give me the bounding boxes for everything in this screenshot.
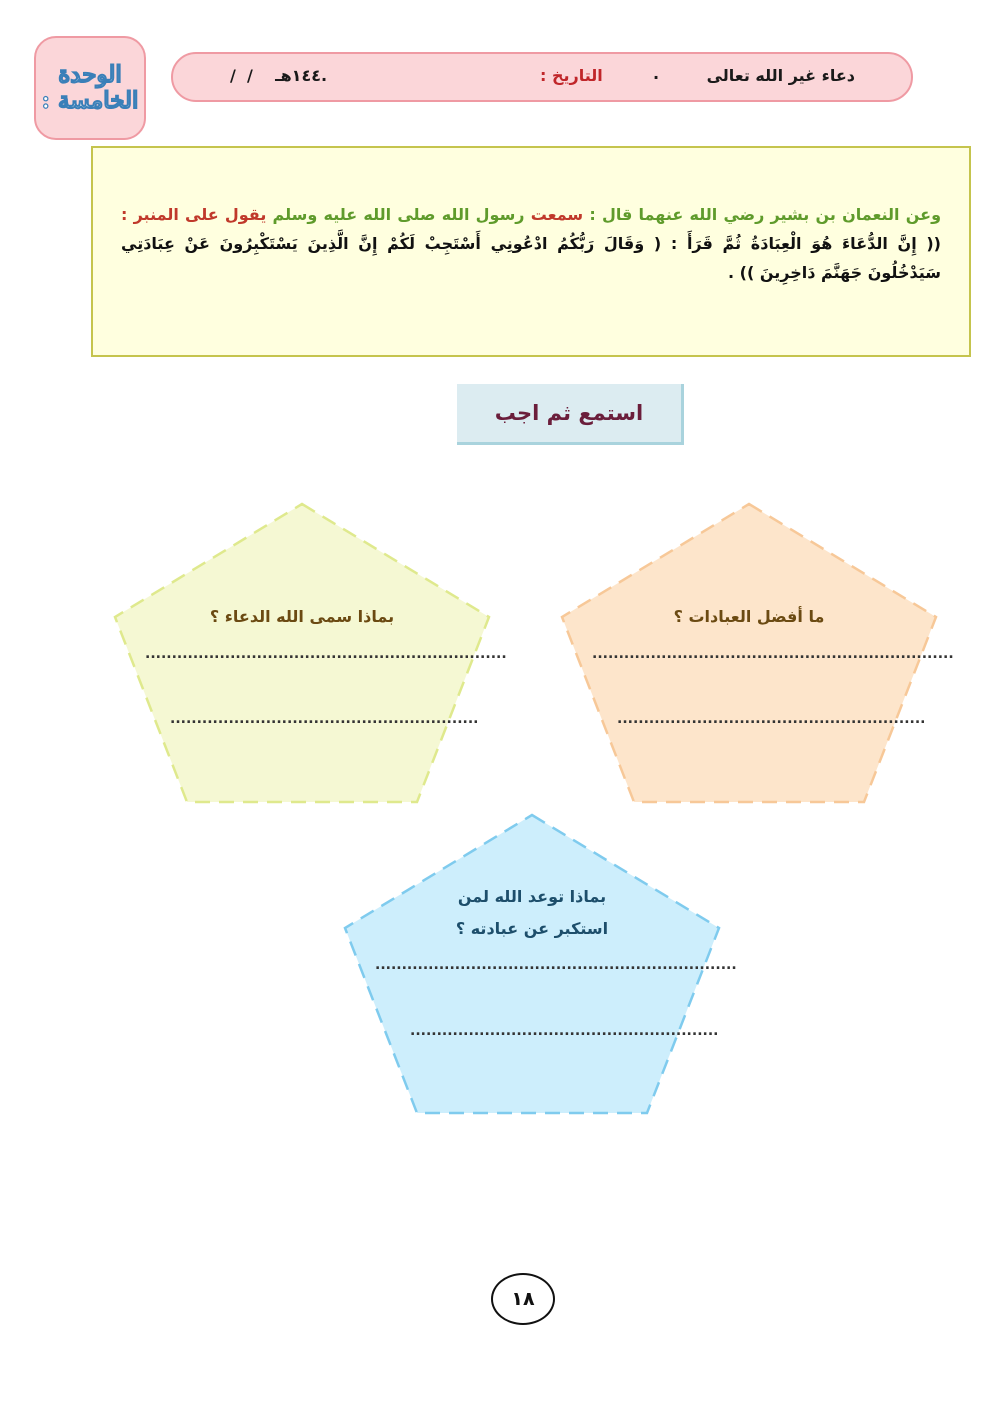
question-text-line-2: استكبر عن عبادته ؟ (455, 919, 609, 938)
hadith-heard: سمعت (530, 205, 584, 224)
lesson-title: دعاء غير الله تعالى (706, 66, 855, 85)
answer-line-1[interactable]: .................................................................... (145, 646, 507, 662)
instruction-box (457, 384, 684, 445)
hadith-prophet: رسول الله صلى الله عليه وسلم (266, 205, 531, 224)
hadith-quote: (( إِنَّ الدُّعَاءَ هُوَ الْعِبَادَةُ ثُمَّ قَرَأَ : ( وَقَالَ رَبُّكُمُ ادْعُونِي أَسْتَجِبْ لَكُمْ إِنَّ الَّذِينَ يَسْتَكْبِرُونَ عَنْ عِبَادَتِي سَيَدْخُلُونَ جَهَنَّمَ دَاخِرِينَ )) . (121, 234, 941, 282)
unit-line-2: الخامسة : (41, 87, 139, 114)
answer-line-1[interactable]: .................................................................... (375, 957, 737, 973)
date-value: / / ١٤٤هـ. (230, 66, 328, 85)
answer-line-2[interactable]: .......................................................... (617, 711, 926, 727)
hadith-narrator: وعن النعمان بن بشير رضي الله عنهما قال : (583, 205, 942, 224)
question-pentagon-best-worship (560, 502, 954, 804)
question-text: بماذا سمى الله الدعاء ؟ (209, 607, 395, 626)
unit-line-1: الوحدة (58, 60, 122, 88)
header-bar (171, 52, 913, 102)
question-text-line-1: بماذا توعد الله لمن (457, 887, 607, 906)
answer-line-2[interactable]: .......................................................... (170, 711, 479, 727)
unit-badge (34, 36, 146, 140)
question-text: ما أفضل العبادات ؟ (673, 607, 825, 626)
instruction-text: استمع ثم اجب (494, 401, 644, 425)
date-label: التاريخ : (540, 66, 603, 85)
answer-line-2[interactable]: .......................................................... (410, 1023, 719, 1039)
question-pentagon-dua-name (113, 502, 507, 804)
hadith-box (91, 146, 971, 357)
hadith-text (121, 200, 941, 287)
answer-line-1[interactable]: .................................................................... (592, 646, 954, 662)
hadith-minbar: يقول على المنبر : (121, 205, 267, 224)
lesson-dot: . (653, 64, 660, 83)
page-number: ١٨ (491, 1273, 555, 1325)
question-pentagon-arrogance (343, 813, 737, 1115)
